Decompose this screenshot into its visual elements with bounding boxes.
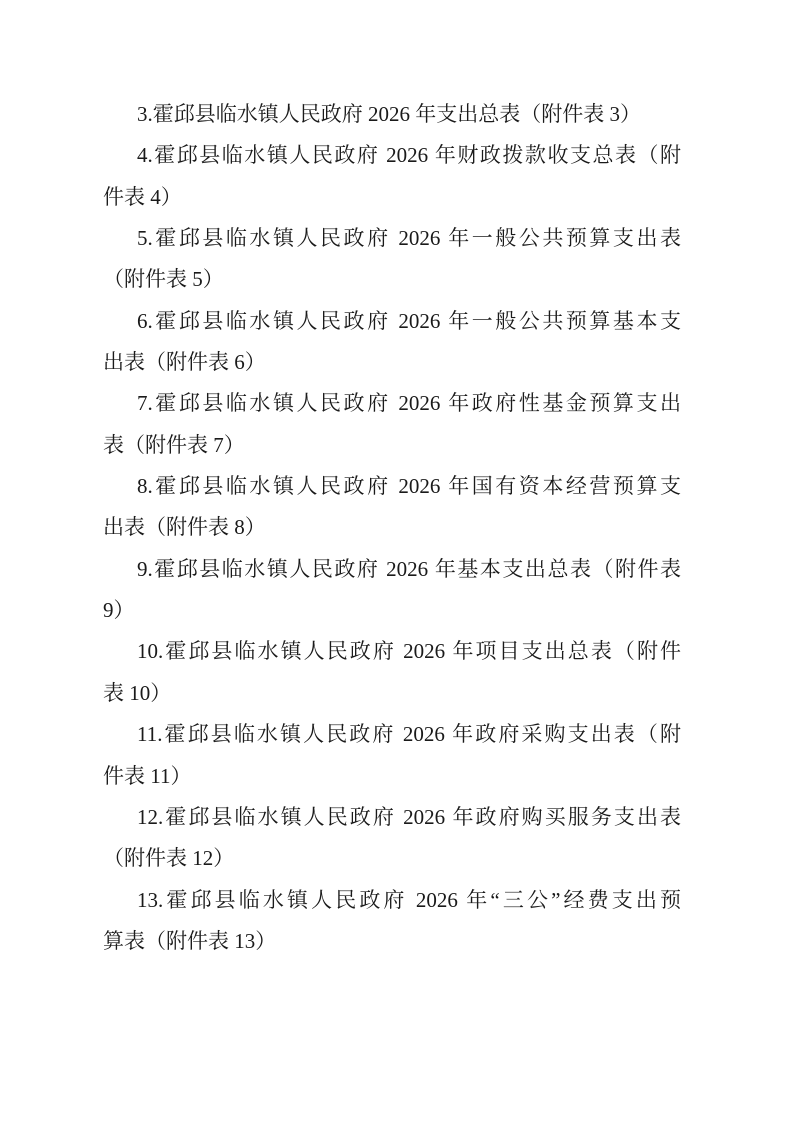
list-item-9-line-1: 9.霍邱县临水镇人民政府 2026 年基本支出总表（附件表	[137, 556, 681, 581]
list-item-11-line-1: 11.霍邱县临水镇人民政府 2026 年政府采购支出表（附	[137, 722, 681, 747]
list-item-13-line-2: 算表（附件表 13）	[103, 928, 277, 953]
list-item-3-line-1: 3.霍邱县临水镇人民政府 2026 年支出总表（附件表 3）	[137, 102, 641, 126]
list-item-4-line-2: 件表 4）	[103, 184, 182, 209]
list-item-7-line-2: 表（附件表 7）	[103, 432, 245, 457]
list-item-8-line-2: 出表（附件表 8）	[103, 515, 266, 540]
list-item-5-line-2: （附件表 5）	[103, 267, 224, 292]
list-item-8-line-1: 8.霍邱县临水镇人民政府 2026 年国有资本经营预算支	[137, 474, 681, 499]
list-item-10-line-1: 10.霍邱县临水镇人民政府 2026 年项目支出总表（附件	[137, 639, 681, 664]
list-item-11-line-2: 件表 11）	[103, 763, 192, 788]
list-item-9-line-2: 9）	[103, 598, 135, 623]
list-item-12-line-2: （附件表 12）	[103, 846, 235, 871]
list-item-7-line-1: 7.霍邱县临水镇人民政府 2026 年政府性基金预算支出	[137, 391, 681, 416]
list-item-5-line-1: 5.霍邱县临水镇人民政府 2026 年一般公共预算支出表	[137, 226, 681, 251]
list-item-12-line-1: 12.霍邱县临水镇人民政府 2026 年政府购买服务支出表	[137, 804, 681, 829]
list-item-4-line-1: 4.霍邱县临水镇人民政府 2026 年财政拨款收支总表（附	[137, 143, 681, 168]
list-item-6-line-2: 出表（附件表 6）	[103, 350, 266, 375]
list-item-10-line-2: 表 10）	[103, 680, 172, 705]
list-item-6-line-1: 6.霍邱县临水镇人民政府 2026 年一般公共预算基本支	[137, 308, 681, 333]
attachment-list	[103, 94, 681, 962]
list-item-13-line-1: 13.霍邱县临水镇人民政府 2026 年“三公”经费支出预	[137, 887, 681, 912]
